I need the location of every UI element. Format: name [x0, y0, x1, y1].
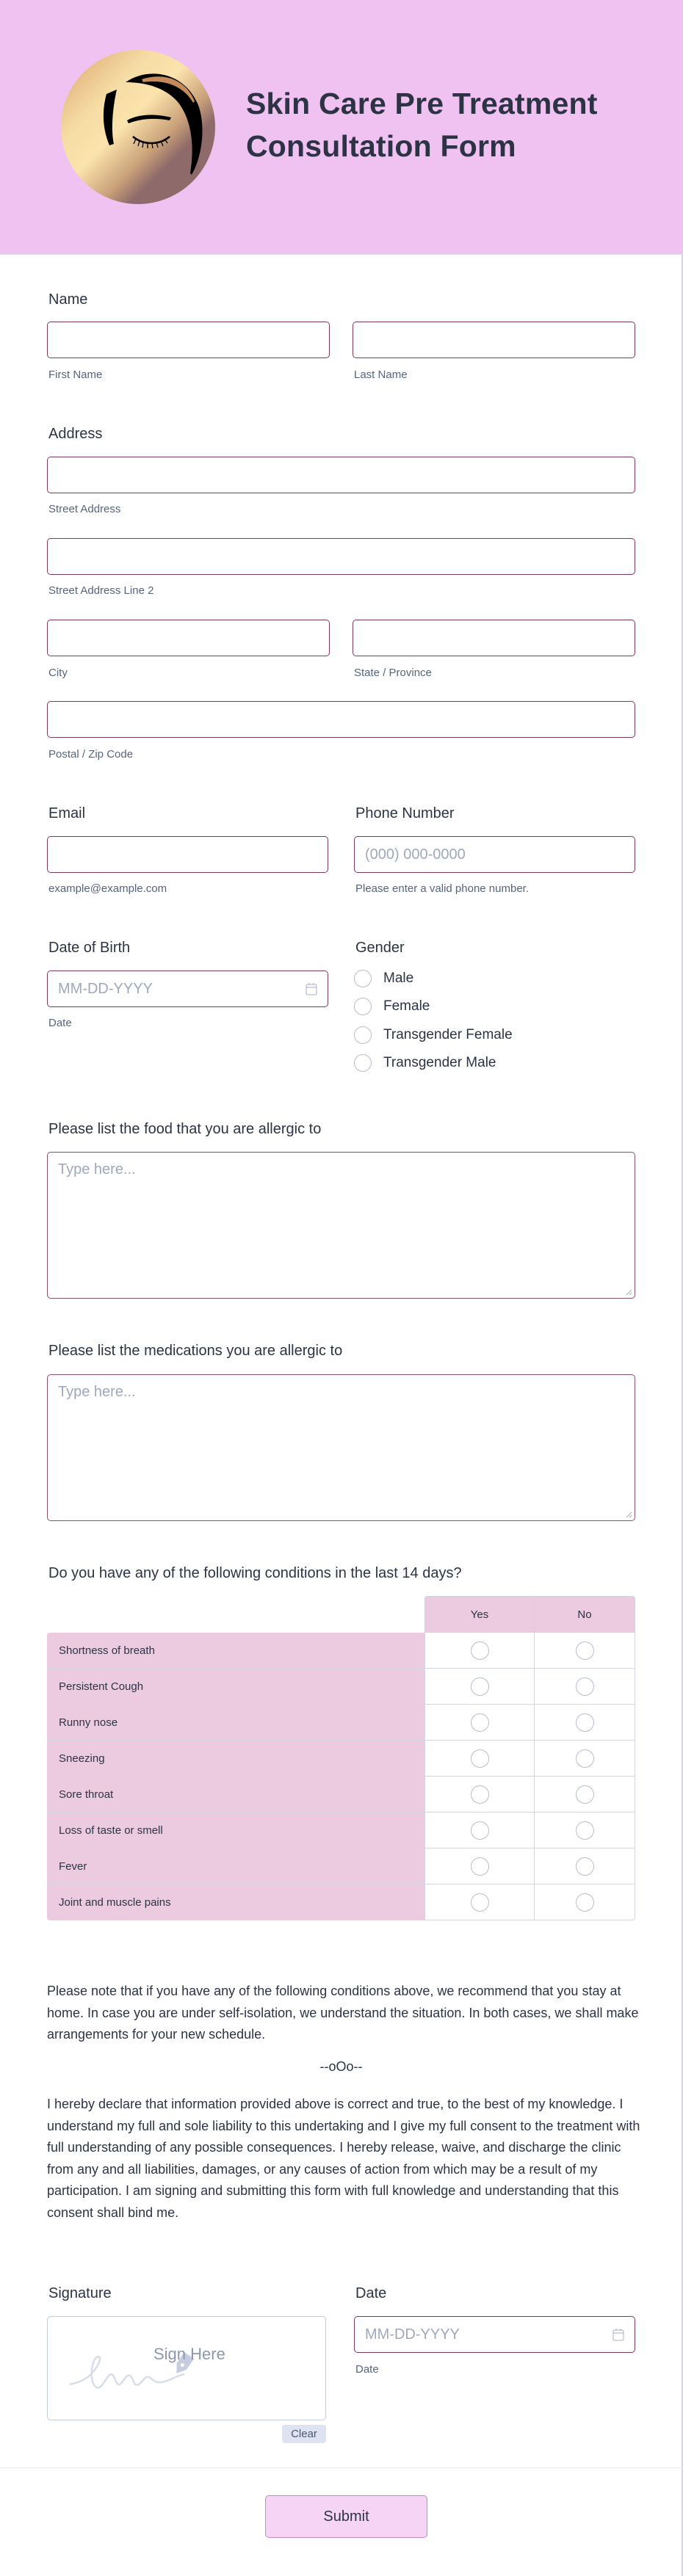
- dob-input[interactable]: [47, 970, 328, 1007]
- dob-placeholder: MM-DD-YYYY: [58, 981, 153, 997]
- yes-cell[interactable]: [424, 1777, 535, 1813]
- no-cell[interactable]: [534, 1669, 635, 1705]
- woman-face-logo-icon: [61, 50, 215, 204]
- email-input[interactable]: [47, 836, 328, 873]
- no-cell[interactable]: [534, 1777, 635, 1813]
- radio-button[interactable]: [354, 970, 372, 987]
- phone-placeholder: (000) 000-0000: [365, 846, 466, 863]
- gender-label: Gender: [355, 940, 405, 956]
- name-label: Name: [48, 291, 88, 308]
- yes-cell[interactable]: [424, 1669, 535, 1705]
- form-title: Skin Care Pre Treatment Consultation Form: [246, 87, 598, 163]
- separator-text: --oOo--: [319, 2059, 363, 2074]
- gender-option-male[interactable]: Male: [354, 970, 413, 987]
- yes-cell[interactable]: [424, 1633, 535, 1669]
- last-name-sublabel: Last Name: [354, 369, 408, 381]
- yes-cell[interactable]: [424, 1848, 535, 1884]
- food-allergy-placeholder: Type here...: [58, 1161, 136, 1178]
- street-address-input[interactable]: [47, 457, 635, 493]
- clear-signature-button[interactable]: Clear: [282, 2425, 326, 2443]
- yes-cell[interactable]: [424, 1705, 535, 1741]
- street-address-2-sublabel: Street Address Line 2: [48, 584, 154, 597]
- resize-handle-icon[interactable]: [626, 1512, 632, 1518]
- first-name-input[interactable]: [47, 322, 330, 358]
- radio-button[interactable]: [354, 998, 372, 1015]
- declaration-text: I hereby declare that information provided above is correct and true, to the best of my knowledge. I understand my full and sole liability to this undertaking and I give my full consent to the treatment with full understanding of any possible consequences. I hereby release, waive, and discharge the clinic from any and all liabilities, damages, or any causes of action from which may be a result of my participation. I am signing and submitting this form with full knowledge and understanding that this consent shall bind me.: [47, 2097, 640, 2220]
- no-cell[interactable]: [534, 1633, 635, 1669]
- sign-date-input[interactable]: [354, 2316, 635, 2353]
- radio-button[interactable]: [576, 1857, 594, 1876]
- email-sublabel: example@example.com: [48, 882, 167, 895]
- street-address-2-input[interactable]: [47, 538, 635, 575]
- sign-date-sublabel: Date: [355, 2363, 379, 2376]
- row-label: Sneezing: [47, 1741, 424, 1777]
- submit-button[interactable]: Submit: [265, 2495, 427, 2538]
- row-label: Persistent Cough: [47, 1669, 424, 1705]
- row-label: Shortness of breath: [47, 1633, 424, 1669]
- sign-date-label: Date: [355, 2285, 387, 2301]
- no-cell[interactable]: [534, 1848, 635, 1884]
- signature-pad[interactable]: [47, 2316, 326, 2420]
- calendar-icon[interactable]: [306, 982, 317, 995]
- radio-button[interactable]: [471, 1821, 489, 1840]
- state-sublabel: State / Province: [354, 667, 432, 679]
- dob-label: Date of Birth: [48, 940, 131, 956]
- radio-button[interactable]: [576, 1893, 594, 1912]
- radio-button[interactable]: [576, 1641, 594, 1660]
- no-cell[interactable]: [534, 1813, 635, 1848]
- no-cell[interactable]: [534, 1705, 635, 1741]
- postal-code-input[interactable]: [47, 701, 635, 738]
- radio-button[interactable]: [471, 1857, 489, 1876]
- form-header: [0, 0, 683, 255]
- city-sublabel: City: [48, 667, 68, 679]
- med-allergy-label: Please list the medications you are allergic to: [48, 1343, 343, 1359]
- radio-button[interactable]: [576, 1713, 594, 1732]
- yes-cell[interactable]: [424, 1884, 535, 1920]
- gender-option-transgender-male[interactable]: Transgender Male: [354, 1054, 496, 1072]
- row-label: Fever: [47, 1848, 424, 1884]
- sign-date-placeholder: MM-DD-YYYY: [365, 2326, 460, 2343]
- radio-button[interactable]: [354, 1054, 372, 1072]
- radio-button[interactable]: [471, 1677, 489, 1696]
- row-label: Joint and muscle pains: [47, 1884, 424, 1920]
- med-allergy-textarea[interactable]: [47, 1374, 635, 1521]
- phone-input[interactable]: [354, 836, 635, 873]
- food-allergy-label: Please list the food that you are allergic to: [48, 1121, 322, 1137]
- dob-sublabel: Date: [48, 1017, 72, 1029]
- radio-button[interactable]: [576, 1785, 594, 1804]
- calendar-icon[interactable]: [612, 2328, 624, 2341]
- state-input[interactable]: [353, 620, 635, 656]
- last-name-input[interactable]: [353, 322, 635, 358]
- column-header-no: No: [534, 1596, 635, 1633]
- sign-here-prompt: Sign Here: [153, 2345, 225, 2363]
- row-label: Sore throat: [47, 1777, 424, 1813]
- radio-button[interactable]: [576, 1677, 594, 1696]
- signature-label: Signature: [48, 2285, 112, 2301]
- address-label: Address: [48, 426, 103, 442]
- column-header-yes: Yes: [424, 1596, 535, 1633]
- radio-button[interactable]: [471, 1749, 489, 1768]
- yes-cell[interactable]: [424, 1741, 535, 1777]
- resize-handle-icon[interactable]: [626, 1289, 632, 1296]
- phone-label: Phone Number: [355, 805, 455, 821]
- radio-button[interactable]: [471, 1713, 489, 1732]
- phone-sublabel: Please enter a valid phone number.: [355, 882, 529, 895]
- food-allergy-textarea[interactable]: [47, 1152, 635, 1299]
- city-input[interactable]: [47, 620, 330, 656]
- med-allergy-placeholder: Type here...: [58, 1384, 136, 1400]
- first-name-sublabel: First Name: [48, 369, 103, 381]
- conditions-label: Do you have any of the following conditions in the last 14 days?: [48, 1565, 462, 1581]
- radio-button[interactable]: [576, 1821, 594, 1840]
- radio-button[interactable]: [471, 1893, 489, 1912]
- street-address-sublabel: Street Address: [48, 503, 121, 515]
- no-cell[interactable]: [534, 1741, 635, 1777]
- notice-text: Please note that if you have any of the following conditions above, we recommend that you stay at home. In case you are under self-isolation, we understand the situation. In both cases, we shall make arrangements for your new schedule.: [47, 1984, 639, 2042]
- signature-scribble-icon: [48, 2317, 327, 2421]
- postal-code-sublabel: Postal / Zip Code: [48, 748, 134, 761]
- radio-button[interactable]: [471, 1785, 489, 1804]
- radio-button[interactable]: [576, 1749, 594, 1768]
- email-label: Email: [48, 805, 86, 821]
- no-cell[interactable]: [534, 1884, 635, 1920]
- footer-divider: [0, 2467, 683, 2468]
- gender-option-female[interactable]: Female: [354, 998, 430, 1015]
- gender-option-transgender-female[interactable]: Transgender Female: [354, 1026, 513, 1044]
- row-label: Loss of taste or smell: [47, 1813, 424, 1848]
- radio-button[interactable]: [471, 1641, 489, 1660]
- radio-button[interactable]: [354, 1026, 372, 1044]
- row-label: Runny nose: [47, 1705, 424, 1741]
- yes-cell[interactable]: [424, 1813, 535, 1848]
